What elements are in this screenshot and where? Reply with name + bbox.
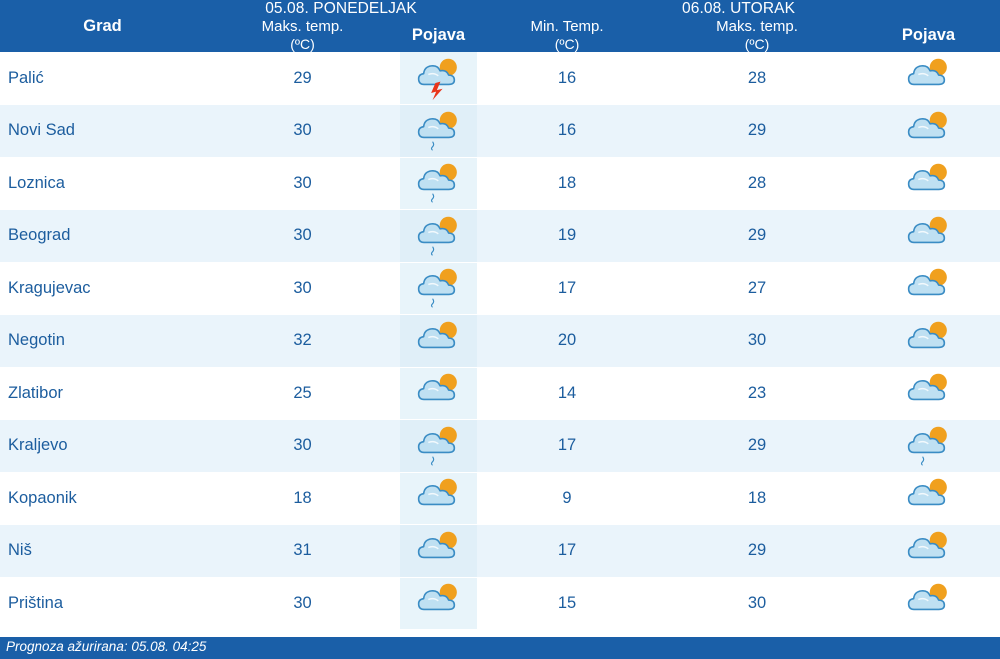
cell-max-temp-day1: 25 bbox=[205, 367, 400, 420]
column-header-min-temp-day2 bbox=[477, 18, 657, 52]
sun-behind-cloud-drizzle-icon bbox=[400, 420, 477, 473]
cell-min-temp-day2: 20 bbox=[477, 315, 657, 368]
storm-sun-cloud-icon bbox=[400, 52, 477, 105]
cell-max-temp-day2: 29 bbox=[657, 420, 857, 473]
cell-max-temp-day2: 18 bbox=[657, 472, 857, 525]
cell-city: Negotin bbox=[0, 315, 205, 368]
sun-behind-cloud-icon bbox=[400, 472, 477, 525]
sun-behind-cloud-icon bbox=[857, 210, 1000, 263]
sun-behind-cloud-icon bbox=[400, 525, 477, 578]
sun-behind-cloud-drizzle-icon bbox=[857, 420, 1000, 473]
cell-city: Novi Sad bbox=[0, 105, 205, 158]
table-row bbox=[0, 315, 1000, 368]
max-temp-label-1: Maks. temp. bbox=[261, 18, 344, 35]
max-temp-label-2: Maks. temp. bbox=[716, 18, 798, 35]
cell-max-temp-day1: 30 bbox=[205, 577, 400, 630]
cell-max-temp-day2: 27 bbox=[657, 262, 857, 315]
table-row bbox=[0, 105, 1000, 158]
sun-behind-cloud-icon bbox=[400, 367, 477, 420]
cell-max-temp-day2: 30 bbox=[657, 577, 857, 630]
cell-city: Priština bbox=[0, 577, 205, 630]
cell-max-temp-day2: 29 bbox=[657, 525, 857, 578]
table-row bbox=[0, 472, 1000, 525]
cell-city: Niš bbox=[0, 525, 205, 578]
forecast-updated-footer: Prognoza ažurirana: 05.08. 04:25 bbox=[0, 637, 1000, 659]
cell-max-temp-day1: 30 bbox=[205, 262, 400, 315]
cell-max-temp-day2: 29 bbox=[657, 210, 857, 263]
column-header-max-temp-day1 bbox=[205, 18, 400, 52]
day-header-monday: 05.08. PONEDELJAK bbox=[205, 0, 477, 18]
unit-label-3: (ºC) bbox=[744, 35, 770, 52]
cell-city: Kraljevo bbox=[0, 420, 205, 473]
sun-behind-cloud-icon bbox=[857, 157, 1000, 210]
column-header-pojava-day1: Pojava bbox=[400, 18, 477, 52]
table-row bbox=[0, 52, 1000, 105]
sun-behind-cloud-drizzle-icon bbox=[400, 157, 477, 210]
column-header-pojava-day2: Pojava bbox=[857, 18, 1000, 52]
cell-city: Kopaonik bbox=[0, 472, 205, 525]
cell-city: Kragujevac bbox=[0, 262, 205, 315]
table-row bbox=[0, 262, 1000, 315]
cell-max-temp-day1: 31 bbox=[205, 525, 400, 578]
cell-min-temp-day2: 19 bbox=[477, 210, 657, 263]
day-header-tuesday: 06.08. UTORAK bbox=[477, 0, 1000, 18]
sun-behind-cloud-icon bbox=[400, 577, 477, 630]
cell-min-temp-day2: 15 bbox=[477, 577, 657, 630]
min-temp-label-2: Min. Temp. bbox=[530, 18, 604, 35]
cell-max-temp-day1: 30 bbox=[205, 105, 400, 158]
cell-min-temp-day2: 16 bbox=[477, 52, 657, 105]
table-row bbox=[0, 525, 1000, 578]
cell-city: Loznica bbox=[0, 157, 205, 210]
table-row bbox=[0, 420, 1000, 473]
unit-label-2: (ºC) bbox=[554, 35, 580, 52]
sun-behind-cloud-icon bbox=[857, 262, 1000, 315]
table-header bbox=[0, 0, 1000, 52]
cell-max-temp-day2: 28 bbox=[657, 52, 857, 105]
cell-city: Beograd bbox=[0, 210, 205, 263]
unit-label-1: (ºC) bbox=[290, 35, 315, 52]
cell-max-temp-day1: 30 bbox=[205, 420, 400, 473]
sun-behind-cloud-drizzle-icon bbox=[400, 105, 477, 158]
column-header-max-temp-day2 bbox=[657, 18, 857, 52]
sun-behind-cloud-icon bbox=[857, 315, 1000, 368]
cell-max-temp-day1: 18 bbox=[205, 472, 400, 525]
sun-behind-cloud-drizzle-icon bbox=[400, 210, 477, 263]
sun-behind-cloud-drizzle-icon bbox=[400, 262, 477, 315]
cell-min-temp-day2: 17 bbox=[477, 525, 657, 578]
table-body bbox=[0, 52, 1000, 630]
table-row bbox=[0, 210, 1000, 263]
table-row bbox=[0, 367, 1000, 420]
cell-min-temp-day2: 9 bbox=[477, 472, 657, 525]
sun-behind-cloud-icon bbox=[857, 105, 1000, 158]
cell-max-temp-day1: 29 bbox=[205, 52, 400, 105]
column-header-city: Grad bbox=[0, 0, 205, 52]
cell-max-temp-day2: 29 bbox=[657, 105, 857, 158]
cell-min-temp-day2: 17 bbox=[477, 262, 657, 315]
table-row bbox=[0, 577, 1000, 630]
cell-max-temp-day2: 30 bbox=[657, 315, 857, 368]
table-row bbox=[0, 157, 1000, 210]
cell-max-temp-day1: 32 bbox=[205, 315, 400, 368]
cell-min-temp-day2: 16 bbox=[477, 105, 657, 158]
cell-max-temp-day2: 28 bbox=[657, 157, 857, 210]
cell-max-temp-day1: 30 bbox=[205, 210, 400, 263]
cell-min-temp-day2: 17 bbox=[477, 420, 657, 473]
cell-min-temp-day2: 18 bbox=[477, 157, 657, 210]
sun-behind-cloud-icon bbox=[857, 367, 1000, 420]
sun-behind-cloud-icon bbox=[857, 472, 1000, 525]
cell-max-temp-day1: 30 bbox=[205, 157, 400, 210]
sun-behind-cloud-icon bbox=[857, 52, 1000, 105]
cell-max-temp-day2: 23 bbox=[657, 367, 857, 420]
sun-behind-cloud-icon bbox=[400, 315, 477, 368]
cell-city: Palić bbox=[0, 52, 205, 105]
sun-behind-cloud-icon bbox=[857, 525, 1000, 578]
cell-city: Zlatibor bbox=[0, 367, 205, 420]
sun-behind-cloud-icon bbox=[857, 577, 1000, 630]
cell-min-temp-day2: 14 bbox=[477, 367, 657, 420]
